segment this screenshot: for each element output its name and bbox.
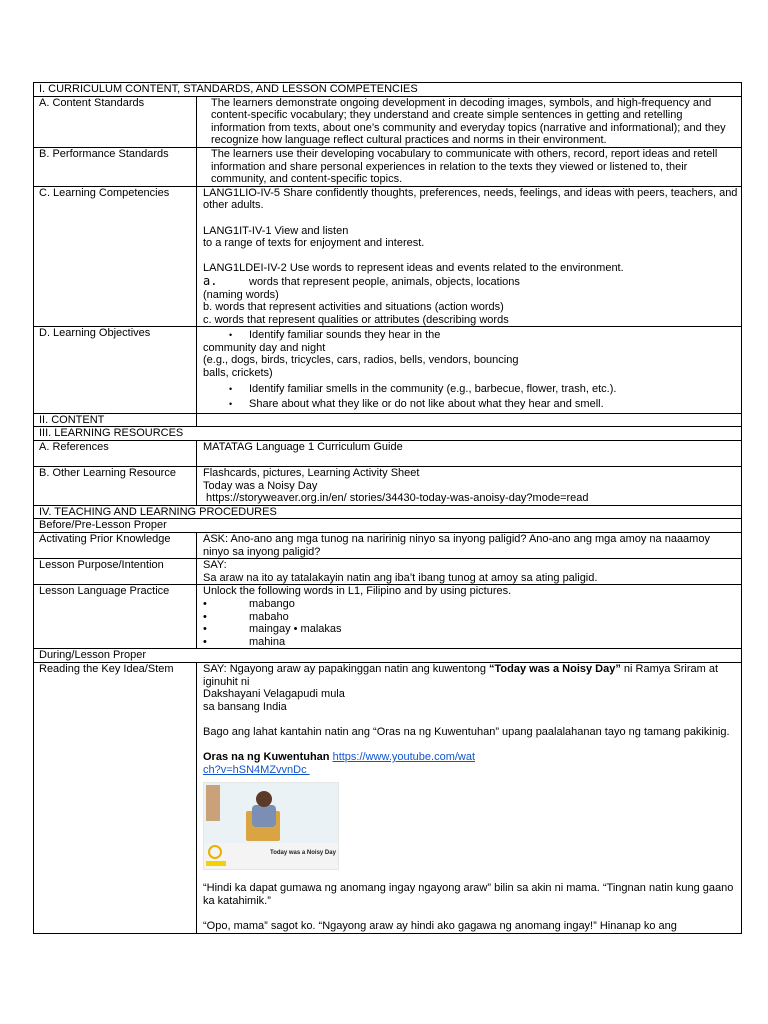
song-title: Oras na ng Kuwentuhan: [203, 751, 330, 764]
lesson-plan-table: [33, 82, 742, 934]
references-text: MATATAG Language 1 Curriculum Guide: [197, 441, 742, 467]
song-link-cont: [203, 764, 739, 777]
learning-competencies-cell: [197, 186, 742, 327]
table-row: [34, 533, 742, 559]
table-row: [34, 441, 742, 467]
competency-line: LANG1LIO-IV-5 Share confidently thoughts, preferences, needs, feelings, and ideas with peers, teachers, and other adults.: [203, 186, 738, 212]
performance-standards-body: The learners use their developing vocabulary to communicate with others, record, report ideas and retell information and share personal experiences in relation to the texts they viewed or listened to, their community, and content-specific topics.: [211, 147, 718, 186]
vocab-word: maingay • malakas: [249, 623, 342, 636]
competency-item-b: b. words that represent activities and situations (action words): [203, 301, 504, 314]
competency-line: LANG1IT-IV-1 View and listen: [203, 224, 349, 237]
cover-title: Today was a Noisy Day: [270, 850, 336, 857]
row-label-performance-standards: B. Performance Standards: [34, 147, 197, 186]
story-quote: “Opo, mama” sagot ko. “Ngayong araw ay hindi ako gagawa ng anomang ingay!” Hinanap ko ang: [203, 920, 677, 933]
table-row: [34, 147, 742, 186]
reading-line: sa bansang India: [203, 700, 287, 713]
competency-item-a-cont: (naming words): [203, 288, 279, 301]
table-row: [34, 585, 742, 649]
vocab-item: [203, 623, 739, 636]
publisher-logo-icon: [208, 845, 222, 859]
reading-line: Dakshayani Velagapudi mula: [203, 688, 345, 701]
competency-item-c: c. words that represent qualities or attributes (describing words: [203, 313, 509, 326]
activating-text: ASK: Ano-ano ang mga tunog na naririnig ninyo sa inyong paligid? Ano-ano ang mga amoy na naaamoy ninyo sa inyong paligid?: [197, 533, 742, 559]
objective-text: Identify familiar smells in the community (e.g., barbecue, flower, trash, etc.).: [249, 382, 617, 395]
reading-cell: [197, 662, 742, 933]
book-cover-image: [203, 782, 339, 870]
empty-cell: [197, 413, 742, 427]
vocab-word: mahina: [249, 635, 286, 648]
performance-standards-text: [197, 147, 742, 186]
reading-say-cont: ni Ramya Sriram at iginuhit ni: [203, 662, 719, 688]
content-standards-body: The learners demonstrate ongoing development in decoding images, symbols, and high-frequency and content-specific vocabulary; they understand and create simple sentences in getting and retelling information from texts, about one’s community and everyday topics (narrative and informational); and they recognize how language reflect cultural practices and norms in their environment.: [211, 96, 726, 147]
vocab-item: [203, 636, 739, 649]
bullet-icon: •: [203, 610, 207, 623]
other-resources-cell: [197, 467, 742, 506]
song-link-cont[interactable]: ch?v=hSN4MZvvnDc: [203, 763, 310, 776]
bullet-icon: •: [229, 399, 233, 410]
section-header-row: [34, 83, 742, 97]
vocab-item: [203, 598, 739, 611]
objective-text: Share about what they like or do not like about what they hear and smell.: [249, 398, 604, 411]
reading-intro: [203, 663, 739, 688]
vocab-item: [203, 611, 739, 624]
song-link[interactable]: https://www.youtube.com/wat: [332, 751, 476, 764]
objective-cont-line: (e.g., dogs, birds, tricycles, cars, radios, bells, vendors, bouncing: [203, 354, 519, 367]
objective-text: Identify familiar sounds they hear in the: [249, 329, 441, 342]
row-label-content-standards: A. Content Standards: [34, 96, 197, 147]
reading-say-text: SAY: Ngayong araw ay papakinggan natin ang kuwentong: [203, 662, 489, 675]
objective-cont-line: balls, crickets): [203, 367, 273, 380]
competency-line: LANG1LDEI-IV-2 Use words to represent ideas and events related to the environment.: [203, 262, 624, 275]
item-a-text: words that represent people, animals, objects, locations: [249, 275, 520, 288]
objective-cont-line: community day and night: [203, 341, 326, 354]
row-label-learning-competencies: C. Learning Competencies: [34, 186, 197, 327]
subsection-during-lesson: During/Lesson Proper: [34, 649, 742, 663]
section-header-row: [34, 649, 742, 663]
table-row: [34, 186, 742, 327]
row-label-learning-objectives: D. Learning Objectives: [34, 327, 197, 414]
content-standards-text: [197, 96, 742, 147]
learning-objectives-cell: [197, 327, 742, 414]
subsection-before-lesson: Before/Pre-Lesson Proper: [34, 519, 742, 533]
purpose-cell: [197, 559, 742, 585]
section-header-curriculum: I. CURRICULUM CONTENT, STANDARDS, AND LESSON COMPETENCIES: [34, 83, 742, 97]
bullet-icon: •: [203, 635, 207, 648]
bullet-icon: •: [229, 383, 233, 394]
row-label-reading: Reading the Key Idea/Stem: [34, 662, 197, 933]
resource-url: https://storyweaver.org.in/en/ stories/34430-today-was-anoisy-day?mode=read: [203, 492, 589, 505]
table-row: [34, 96, 742, 147]
row-label-activating: Activating Prior Knowledge: [34, 533, 197, 559]
song-line: [203, 751, 739, 764]
section-header-row: [34, 519, 742, 533]
table-row: [34, 327, 742, 414]
resource-line: Today was a Noisy Day: [203, 479, 318, 492]
row-label-language-practice: Lesson Language Practice: [34, 585, 197, 649]
resource-line: Flashcards, pictures, Learning Activity Sheet: [203, 467, 420, 480]
bullet-icon: •: [203, 623, 207, 636]
row-label-other-resources: B. Other Learning Resource: [34, 467, 197, 506]
row-label-purpose: Lesson Purpose/Intention: [34, 559, 197, 585]
section-header-row: [34, 505, 742, 519]
section-header-resources: III. LEARNING RESOURCES: [34, 427, 742, 441]
objective-item: [203, 329, 739, 342]
competency-item-a: [203, 275, 739, 289]
table-row: [34, 662, 742, 933]
bullet-icon: •: [229, 330, 233, 341]
table-row: [34, 559, 742, 585]
lesson-plan-document: [33, 82, 741, 934]
competency-line: to a range of texts for enjoyment and interest.: [203, 237, 425, 250]
vocab-word: mabaho: [249, 610, 289, 623]
section-header-procedures: IV. TEACHING AND LEARNING PROCEDURES: [34, 505, 742, 519]
section-header-row: [34, 427, 742, 441]
section-header-content: II. CONTENT: [34, 413, 197, 427]
say-label: SAY:: [203, 559, 227, 572]
purpose-text: Sa araw na ito ay tatalakayin natin ang iba’t ibang tunog at amoy sa ating paligid.: [203, 571, 598, 584]
row-label-references: A. References: [34, 441, 197, 467]
story-quote: “Hindi ka dapat gumawa ng anomang ingay ngayong araw” bilin sa akin ni mama. “Tingnan natin kung gaano ka katahimik.”: [203, 882, 734, 907]
item-letter-a: a.: [203, 273, 218, 288]
vocab-word: mabango: [249, 597, 295, 610]
table-row: [34, 467, 742, 506]
objective-item: [203, 398, 739, 411]
objective-item: [203, 383, 739, 396]
section-row-content: [34, 413, 742, 427]
language-practice-intro: Unlock the following words in L1, Filipino and by using pictures.: [203, 585, 512, 598]
reading-para: Bago ang lahat kantahin natin ang “Oras na ng Kuwentuhan” upang paalalahanan tayo ng tamang pakikinig.: [203, 725, 730, 738]
language-practice-cell: [197, 585, 742, 649]
bullet-icon: •: [203, 597, 207, 610]
story-title: “Today was a Noisy Day”: [489, 662, 621, 675]
